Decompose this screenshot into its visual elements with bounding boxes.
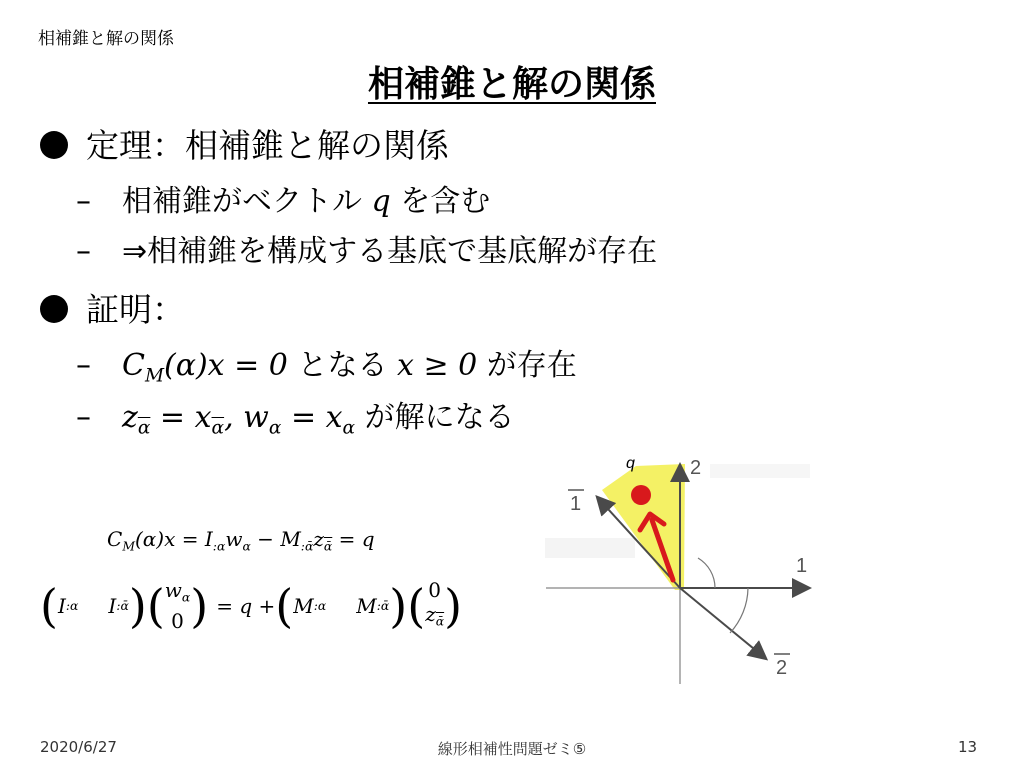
faint-artifact bbox=[710, 464, 810, 478]
label-e1: 1 bbox=[796, 555, 808, 577]
page-number: 13 bbox=[958, 738, 978, 756]
bullet-proof bbox=[40, 284, 185, 331]
paren-open: ( bbox=[146, 578, 165, 633]
bullet-theorem bbox=[40, 120, 449, 167]
bullet-theorem-label: 定理：相補錐と解の関係 bbox=[86, 126, 449, 165]
paren-close: ) bbox=[190, 578, 209, 633]
paren-open: ( bbox=[275, 578, 294, 633]
complementary-cone-figure bbox=[540, 448, 830, 698]
label-neg-e2: 2 bbox=[776, 657, 788, 679]
bullet-proof-label: 証明： bbox=[86, 290, 185, 329]
paren-open: ( bbox=[40, 578, 58, 633]
var-q: q bbox=[371, 184, 391, 219]
paren-open: ( bbox=[407, 578, 426, 633]
label-e2: 2 bbox=[690, 457, 702, 479]
dash-icon: – bbox=[76, 348, 91, 383]
vector-w-zero: $w_\alpha$ 0 bbox=[164, 578, 191, 634]
footer-date: 2020/6/27 bbox=[40, 738, 117, 756]
bullet-dot-icon bbox=[40, 295, 68, 323]
angle-arc bbox=[730, 588, 748, 633]
dash-icon: – bbox=[76, 184, 91, 219]
slide-header: 相補錐と解の関係 bbox=[38, 29, 174, 49]
paren-close: ) bbox=[444, 578, 463, 633]
bullet-dot-icon bbox=[40, 131, 68, 159]
footer-title: 線形相補性問題ゼミ⑤ bbox=[437, 740, 587, 758]
equation-matrix-form: ( I :α I :ᾱ ) ( $w_\alpha$ 0 ) = q + ( M :α M :ᾱ ) ( 0 $z_{\overline{ᾱ}}$ ) bbox=[40, 578, 463, 634]
faint-artifact bbox=[545, 538, 635, 558]
axis-neg-e2 bbox=[680, 588, 765, 658]
dash-icon: – bbox=[76, 234, 91, 269]
slide-title: 相補錐と解の関係 bbox=[367, 64, 656, 105]
vector-zero-z: 0 $z_{\overline{ᾱ}}$ bbox=[425, 578, 445, 629]
sub-item-basis-exists: – ⇒相補錐を構成する基底で基底解が存在 bbox=[76, 234, 658, 269]
dash-icon: – bbox=[76, 400, 91, 435]
label-neg-e1: 1 bbox=[570, 493, 582, 515]
paren-close: ) bbox=[389, 578, 408, 633]
angle-arc bbox=[698, 558, 715, 588]
paren-close: ) bbox=[128, 578, 147, 633]
q-label: q bbox=[626, 455, 635, 472]
sub-item-solution: – $z_{\overline{\alpha}} = x_{\overline{\alpha}}$, $w_\alpha = x_\alpha$ が解になる bbox=[76, 400, 515, 439]
q-point-marker bbox=[631, 485, 651, 505]
equation-cm-alpha: $C_M(\alpha)x = I_{:\alpha}w_\alpha - M_{:ᾱ}z_{\overline{ᾱ}} = q$ bbox=[107, 527, 375, 554]
sub-item-contains-q: – 相補錐がベクトル q を含む bbox=[76, 184, 491, 219]
sub-item-cm-eq-zero: – $C_M(\alpha)x = 0$ となる x ≥ 0 が存在 bbox=[76, 348, 577, 387]
